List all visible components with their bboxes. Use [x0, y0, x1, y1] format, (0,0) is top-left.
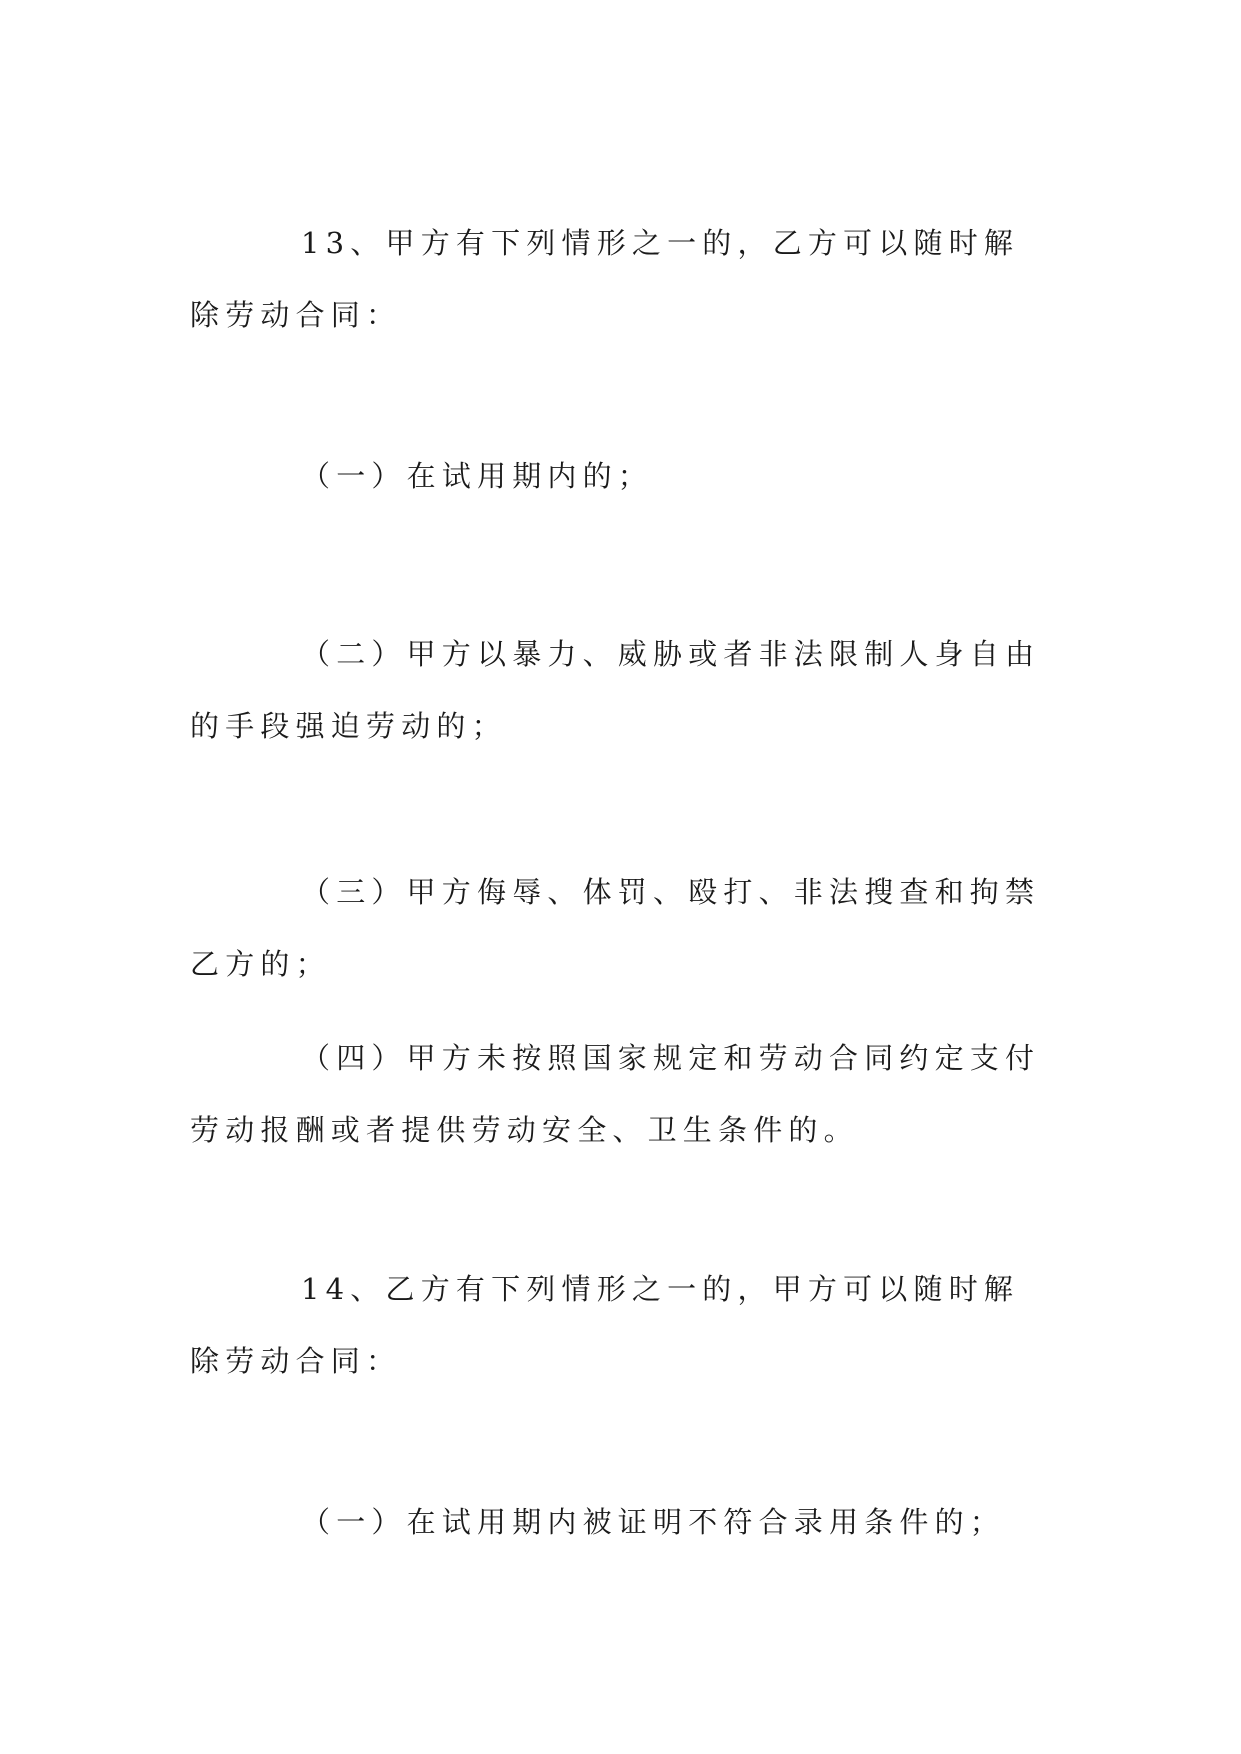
- clause-14-item-1: （一）在试用期内被证明不符合录用条件的；: [301, 1505, 1006, 1539]
- clause-13-item-2: （二）甲方以暴力、威胁或者非法限制人身自由的手段强迫劳动的；: [190, 637, 1041, 743]
- clause-13-item-3: （三）甲方侮辱、体罚、殴打、非法搜查和拘禁乙方的；: [190, 875, 1041, 981]
- clause-13-heading: 13、甲方有下列情形之一的，乙方可以随时解除劳动合同：: [190, 226, 1020, 332]
- clause-13-item-1: （一）在试用期内的；: [301, 459, 654, 493]
- clause-13-item-4: （四）甲方未按照国家规定和劳动合同约定支付劳动报酬或者提供劳动安全、卫生条件的。: [190, 1041, 1041, 1147]
- clause-14-heading: 14、乙方有下列情形之一的，甲方可以随时解除劳动合同：: [190, 1272, 1020, 1378]
